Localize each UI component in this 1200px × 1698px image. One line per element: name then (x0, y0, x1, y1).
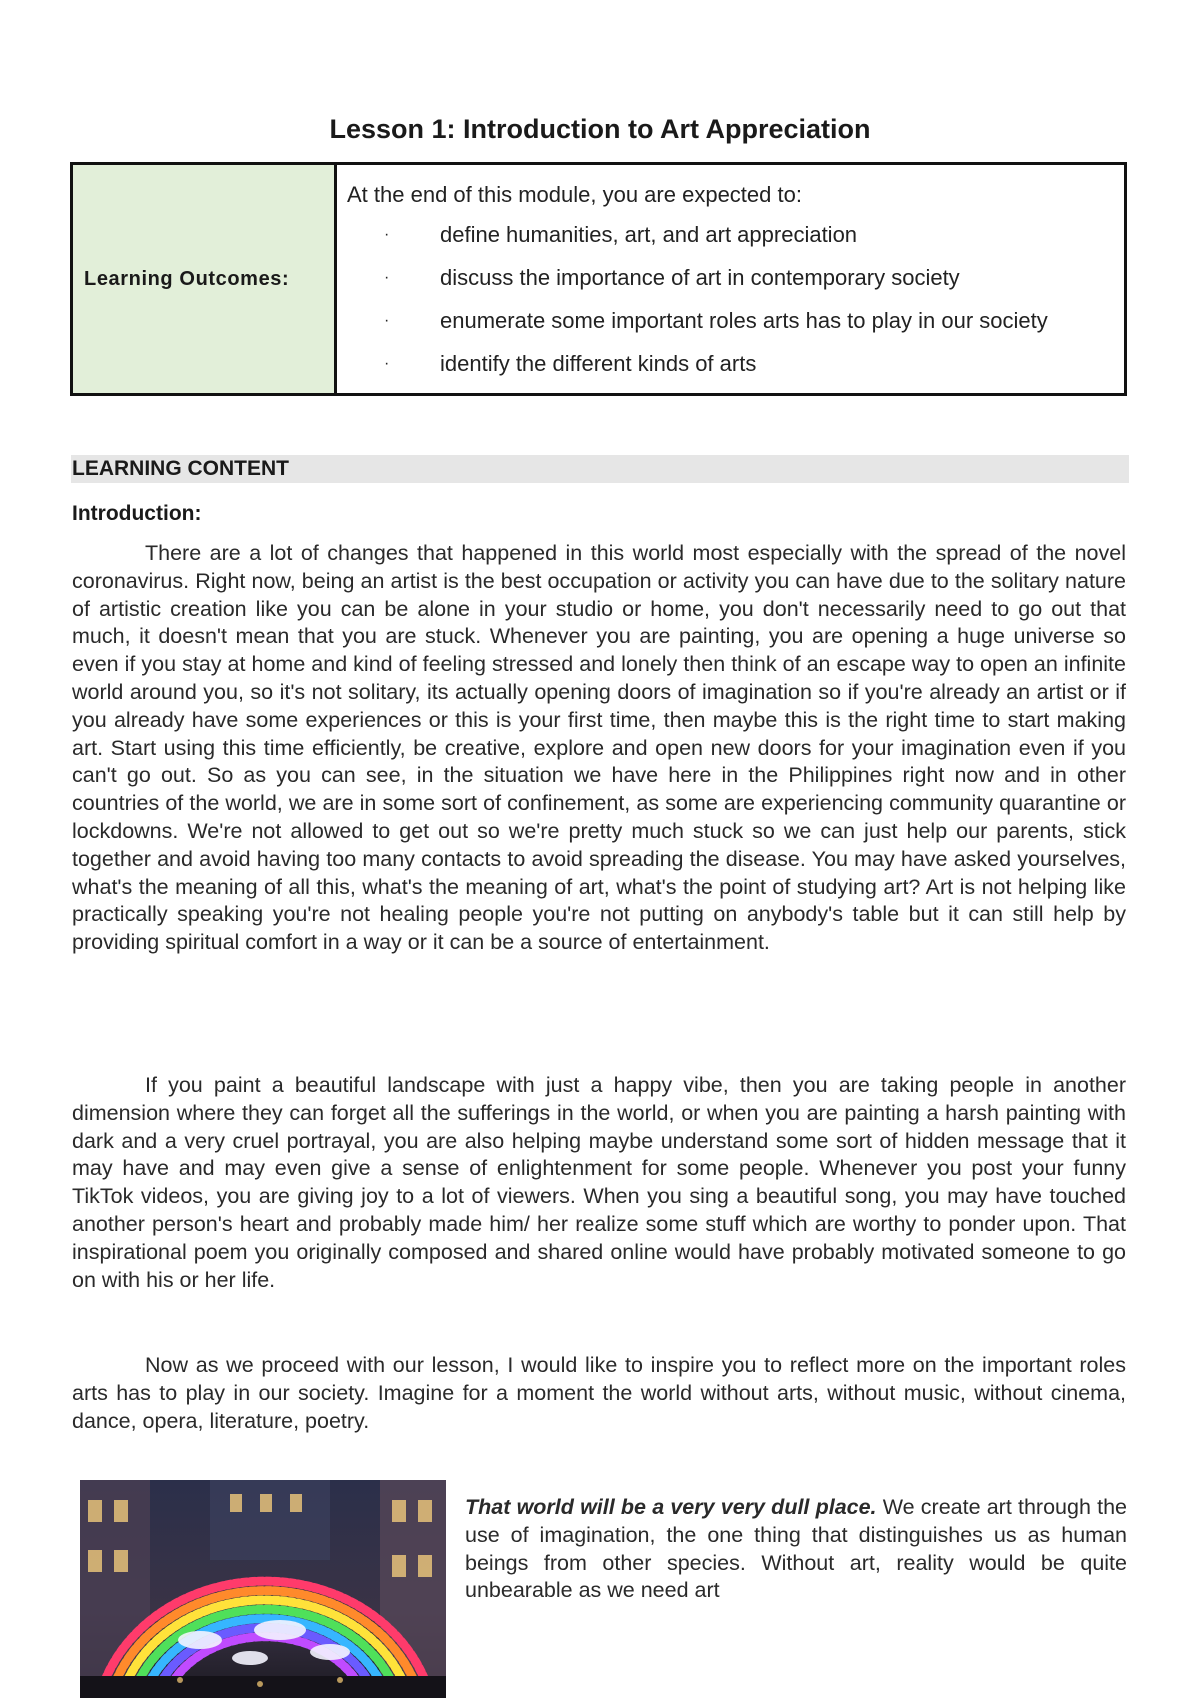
paragraph-1: There are a lot of changes that happened in this world most especially with the spread of the novel coronavirus. Right now, being an artist is the best occupation or activity you can have due to the solitary nature of artistic creation like you can be alone in your studio or home, you don't necessarily need to go out that much, it doesn't mean that you are stuck. Whenever you are painting, you are opening a huge universe so even if you stay at home and kind of feeling stressed and lonely then think of an escape way to open an infinite world around you, so it's not solitary, its actually opening doors of imagination so if you're already an artist or if you already have some experiences or this is your first time, then maybe this is the right time to start making art. Start using this time efficiently, be creative, explore and open new doors for your imagination even if you can't go out. So as you can see, in the situation we have here in the Philippines right now and in other countries of the world, we are in some sort of confinement, as some are experiencing community quarantine or lockdowns. We're not allowed to get out so we're pretty much stuck so we can just help our parents, stick together and avoid having too many contacts to avoid spreading the disease. You may have asked yourselves, what's the meaning of all this, what's the meaning of art, what's the point of studying art? Art is not helping like practically speaking you're not healing people you're not putting on anybody's table but it can still help by providing spiritual comfort in a way or it can be a source of entertainment. (72, 541, 1126, 955)
learning-content-heading: LEARNING CONTENT (71, 455, 1129, 483)
bullet-icon: · (384, 355, 390, 372)
rainbow-lights-photo (80, 1480, 446, 1698)
paragraph-3: Now as we proceed with our lesson, I would like to inspire you to reflect more on the important roles arts has to play in our society. Imagine for a moment the world without arts, without music, without cinema, dance, opera, literature, poetry. (72, 1353, 1126, 1433)
outcome-item (347, 222, 1124, 265)
bullet-icon: · (384, 312, 390, 329)
rainbow-photo-illustration (80, 1480, 446, 1698)
outcome-item (347, 351, 1124, 394)
outcome-item (347, 265, 1124, 308)
outcomes-content (337, 165, 1124, 393)
bullet-icon: · (384, 226, 390, 243)
lesson-title: Lesson 1: Introduction to Art Appreciation (329, 114, 871, 144)
bullet-icon: · (384, 269, 390, 286)
outcomes-label: Learning Outcomes: (73, 165, 337, 393)
outcome-item (347, 308, 1124, 351)
outcome-text: enumerate some important roles arts has to play in our society (440, 308, 1048, 333)
figure-body-text: We create art through the use of imagination, the one thing that distinguishes us as human beings from other species. Without art, reality would be quite unbearable as we need art (465, 1495, 1127, 1603)
outcome-text: identify the different kinds of arts (440, 351, 757, 376)
paragraph-2: If you paint a beautiful landscape with just a happy vibe, then you are taking people in another dimension where they can forget all the sufferings in the world, or when you are painting a harsh painting with dark and a very cruel portrayal, you are also helping maybe understand some sort of hidden message that it may have and may even give a sense of enlightenment for some people. Whenever you post your funny TikTok videos, you are giving joy to a lot of viewers. When you sing a beautiful song, you may have touched another person's heart and probably made him/ her realize some stuff which are worthy to ponder upon. That inspirational poem you originally composed and shared online would have probably motivated someone to go on with his or her life. (72, 1073, 1126, 1292)
outcome-text: discuss the importance of art in contemporary society (440, 265, 960, 290)
learning-outcomes-table (70, 162, 1127, 396)
outcome-text: define humanities, art, and art appreciation (440, 222, 858, 247)
introduction-heading: Introduction: (72, 502, 202, 525)
figure-lead-text: That world will be a very very dull place. (465, 1495, 877, 1519)
outcomes-intro: At the end of this module, you are expected to: (347, 182, 802, 207)
figure-caption-paragraph (465, 1494, 1127, 1605)
